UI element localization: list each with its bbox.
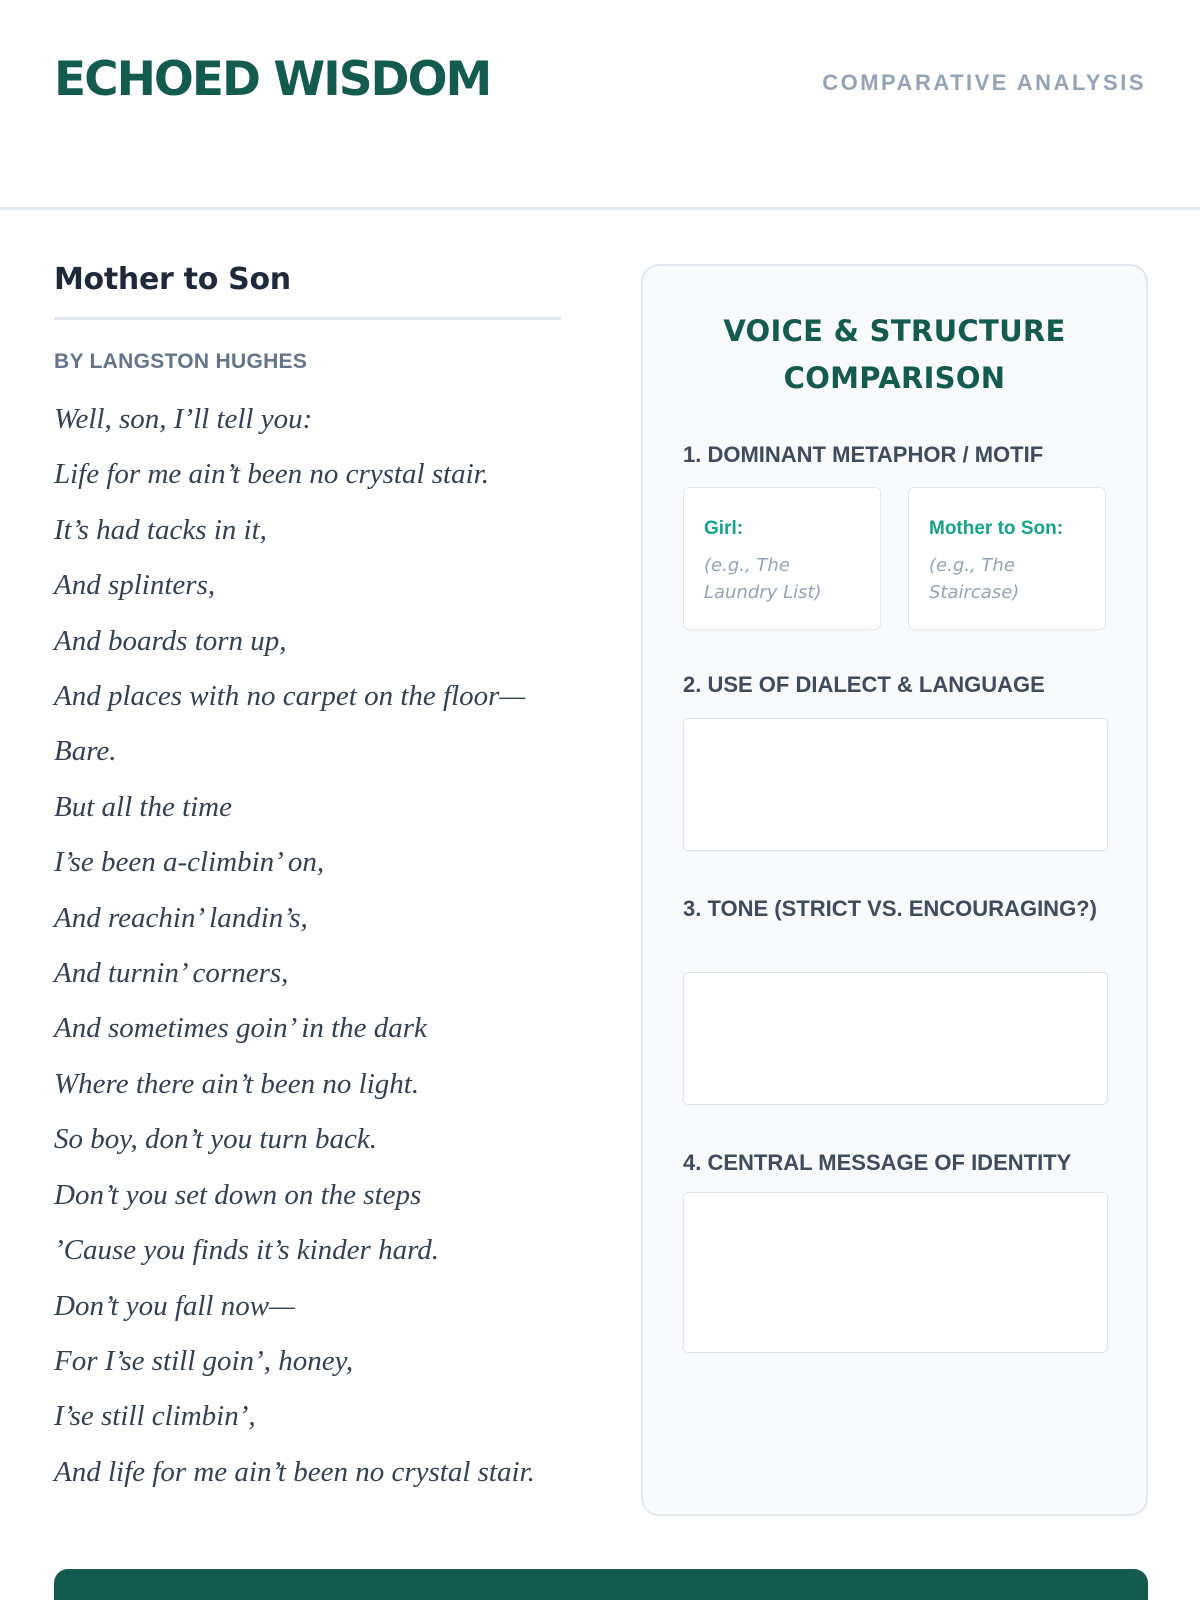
poem-line: For I’se still goin’, honey, bbox=[54, 1344, 354, 1377]
poem-line: I’se still climbin’, bbox=[54, 1400, 256, 1433]
motif-mother-to-son-name: Mother to Son: bbox=[929, 518, 1064, 539]
poem-line: It’s had tacks in it, bbox=[54, 513, 267, 546]
poem-title: Mother to Son bbox=[54, 262, 561, 320]
identity-answer-box[interactable] bbox=[683, 1192, 1108, 1353]
poem-line: And turnin’ corners, bbox=[54, 957, 289, 990]
panel-title-line2: COMPARISON bbox=[783, 361, 1006, 395]
poem-line: Life for me ain’t been no crystal stair. bbox=[54, 458, 489, 491]
poem-line: And splinters, bbox=[54, 569, 216, 602]
poem-lines bbox=[54, 392, 561, 1500]
question-4-label: 4. CENTRAL MESSAGE OF IDENTITY bbox=[683, 1150, 1072, 1175]
panel-title-line1: VOICE & STRUCTURE bbox=[723, 314, 1066, 348]
panel-title bbox=[643, 308, 1146, 402]
page-header bbox=[0, 0, 1200, 210]
comparison-panel bbox=[641, 264, 1148, 1516]
poem-line: Bare. bbox=[54, 735, 117, 768]
header-tag: COMPARATIVE ANALYSIS bbox=[822, 70, 1146, 95]
poem-author: BY LANGSTON HUGHES bbox=[54, 350, 308, 373]
poem-line: Don’t you fall now— bbox=[54, 1289, 295, 1322]
motif-girl-field[interactable] bbox=[683, 487, 881, 630]
poem-line: Well, son, I’ll tell you: bbox=[54, 403, 313, 435]
motif-mother-to-son-field[interactable] bbox=[908, 487, 1106, 630]
question-2-label: 2. USE OF DIALECT & LANGUAGE bbox=[683, 672, 1045, 697]
poem-line: And reachin’ landin’s, bbox=[54, 901, 308, 934]
footer-bar bbox=[54, 1569, 1148, 1600]
poem-line: And places with no carpet on the floor— bbox=[54, 680, 526, 713]
dialect-answer-box[interactable] bbox=[683, 718, 1108, 851]
poem-line: So boy, don’t you turn back. bbox=[54, 1123, 377, 1156]
poem-line: Don’t you set down on the steps bbox=[54, 1178, 422, 1211]
motif-mother-to-son-hint: (e.g., The Staircase) bbox=[929, 555, 1020, 603]
poem-section bbox=[54, 262, 561, 1500]
poem-line: Where there ain’t been no light. bbox=[54, 1067, 420, 1100]
poem-line: But all the time bbox=[54, 790, 232, 823]
poem-line: ’Cause you finds it’s kinder hard. bbox=[54, 1234, 440, 1267]
poem-line: I’se been a-climbin’ on, bbox=[54, 846, 325, 879]
motif-girl-hint: (e.g., The Laundry List) bbox=[704, 555, 822, 603]
question-1-label: 1. DOMINANT METAPHOR / MOTIF bbox=[683, 442, 1044, 467]
tone-answer-box[interactable] bbox=[683, 972, 1108, 1105]
motif-girl-name: Girl: bbox=[704, 518, 744, 539]
poem-line: And boards torn up, bbox=[54, 624, 287, 657]
poem-line: And sometimes goin’ in the dark bbox=[54, 1012, 427, 1045]
question-3-label: 3. TONE (STRICT VS. ENCOURAGING?) bbox=[683, 896, 1097, 921]
poem-line: And life for me ain’t been no crystal stair. bbox=[54, 1455, 535, 1488]
brand-title: ECHOED WISDOM bbox=[54, 52, 491, 107]
